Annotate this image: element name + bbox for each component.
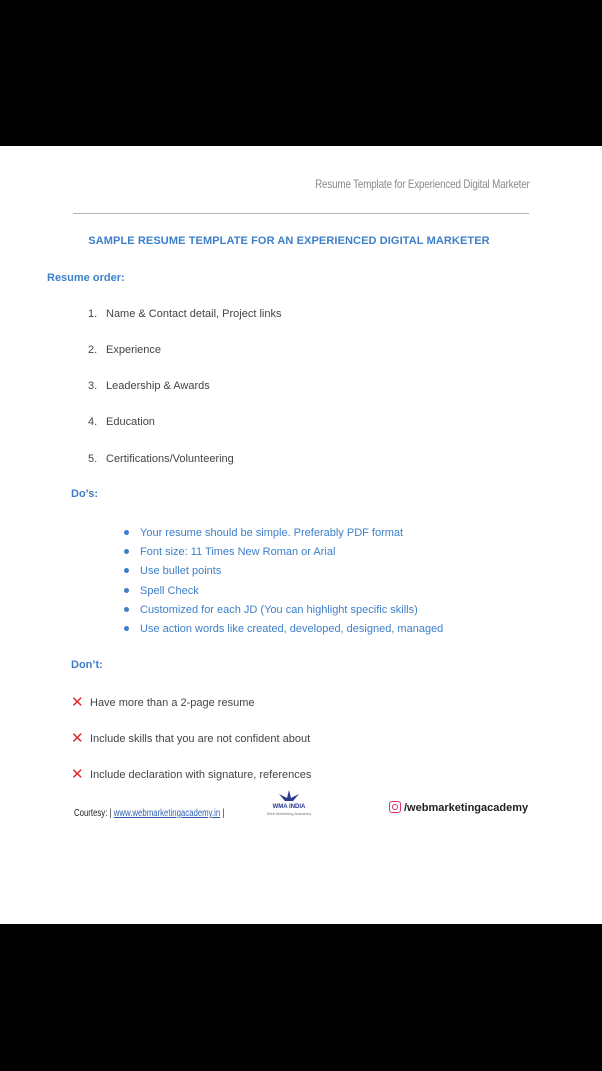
list-item: ✕ Include declaration with signature, references: [71, 766, 312, 783]
instagram-icon: [389, 801, 401, 813]
document-title: SAMPLE RESUME TEMPLATE FOR AN EXPERIENCED DIGITAL MARKETER: [88, 235, 490, 247]
bullet-icon: [124, 530, 129, 535]
courtesy-link[interactable]: www.webmarketingacademy.in: [113, 808, 221, 819]
list-item: Use action words like created, developed, designed, managed: [124, 623, 443, 635]
bullet-icon: [124, 549, 129, 554]
bullet-icon: [124, 626, 129, 631]
wma-logo: WMA INDIA Web Marketing Academy: [262, 790, 316, 822]
dos-heading: Do’s:: [71, 488, 99, 500]
list-item: Font size: 11 Times New Roman or Arial: [124, 546, 335, 558]
list-item: ✕ Have more than a 2-page resume: [71, 694, 255, 711]
list-item: Use bullet points: [124, 565, 221, 577]
header-title: Resume Template for Experienced Digital Marketer: [315, 177, 530, 191]
donts-heading: Don’t:: [71, 659, 103, 671]
instagram-handle[interactable]: /webmarketingacademy: [389, 802, 528, 814]
list-item: Your resume should be simple. Preferably PDF format: [124, 527, 403, 539]
bullet-icon: [124, 588, 129, 593]
list-item: 2. Experience: [88, 344, 162, 356]
list-item: 5. Certifications/Volunteering: [88, 453, 234, 465]
list-item: ✕ Include skills that you are not confident about: [71, 730, 311, 747]
cross-icon: ✕: [71, 694, 84, 711]
document-page: [0, 146, 602, 924]
cross-icon: ✕: [71, 766, 84, 783]
bullet-icon: [124, 607, 129, 612]
courtesy-note: Courtesy: | www.webmarketingacademy.in |: [74, 808, 225, 819]
list-item: 1. Name & Contact detail, Project links: [88, 308, 282, 320]
list-item: 3. Leadership & Awards: [88, 380, 210, 392]
cross-icon: ✕: [71, 730, 84, 747]
logo-star-icon: [277, 790, 301, 804]
list-item: 4. Education: [88, 416, 155, 428]
header-divider: [73, 213, 529, 214]
list-item: Spell Check: [124, 585, 199, 597]
resume-order-heading: Resume order:: [47, 272, 125, 284]
bullet-icon: [124, 568, 129, 573]
list-item: Customized for each JD (You can highlight specific skills): [124, 604, 418, 616]
